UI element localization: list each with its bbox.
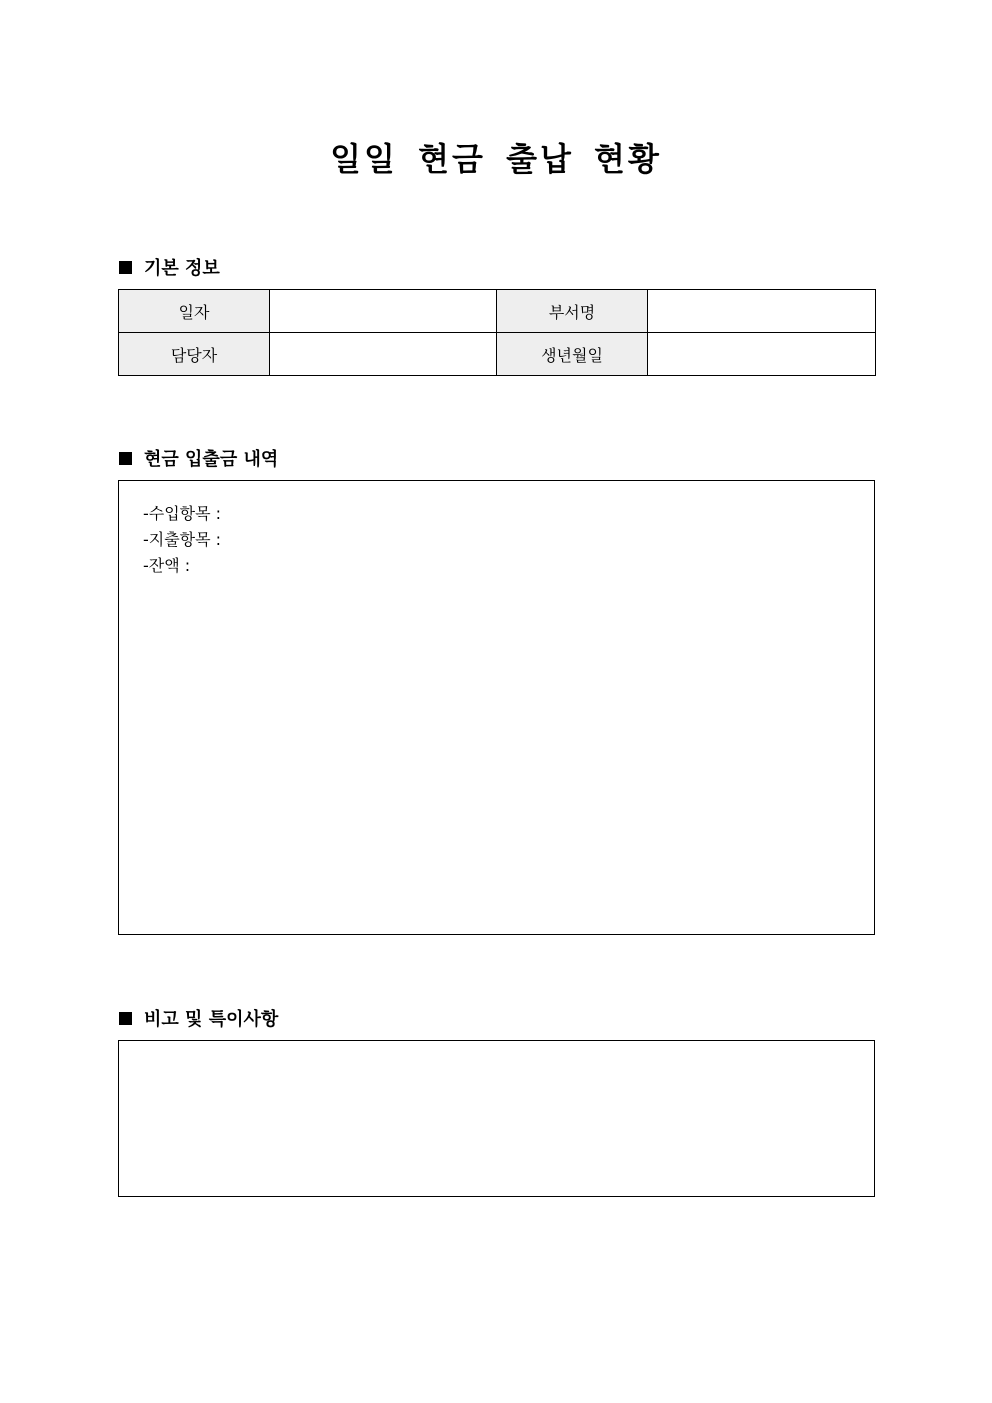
income-items-line: -수입항목 : (143, 504, 222, 523)
balance-line: -잔액 : (143, 556, 191, 575)
section-heading-basic-info (119, 254, 220, 280)
manager-field[interactable] (270, 333, 497, 376)
cash-flow-box[interactable] (118, 480, 875, 935)
section-heading-remarks (119, 1005, 278, 1031)
square-bullet-icon (119, 261, 132, 274)
department-label: 부서명 (497, 290, 648, 333)
remarks-box[interactable] (118, 1040, 875, 1197)
table-row (119, 290, 876, 333)
page-title: 일일 현금 출납 현황 (330, 140, 662, 178)
section-heading-label: 기본 정보 (144, 258, 220, 279)
date-label: 일자 (119, 290, 270, 333)
section-heading-label: 현금 입출금 내역 (144, 449, 279, 470)
birthdate-field[interactable] (648, 333, 876, 376)
section-heading-cash-flow (119, 445, 278, 471)
cash-flow-lines (143, 501, 221, 579)
square-bullet-icon (119, 452, 132, 465)
date-field[interactable] (270, 290, 497, 333)
table-row (119, 333, 876, 376)
birthdate-label: 생년월일 (497, 333, 648, 376)
section-heading-label: 비고 및 특이사항 (144, 1009, 279, 1030)
square-bullet-icon (119, 1012, 132, 1025)
basic-info-table (118, 289, 876, 376)
department-field[interactable] (648, 290, 876, 333)
manager-label: 담당자 (119, 333, 270, 376)
expense-items-line: -지출항목 : (143, 530, 222, 549)
